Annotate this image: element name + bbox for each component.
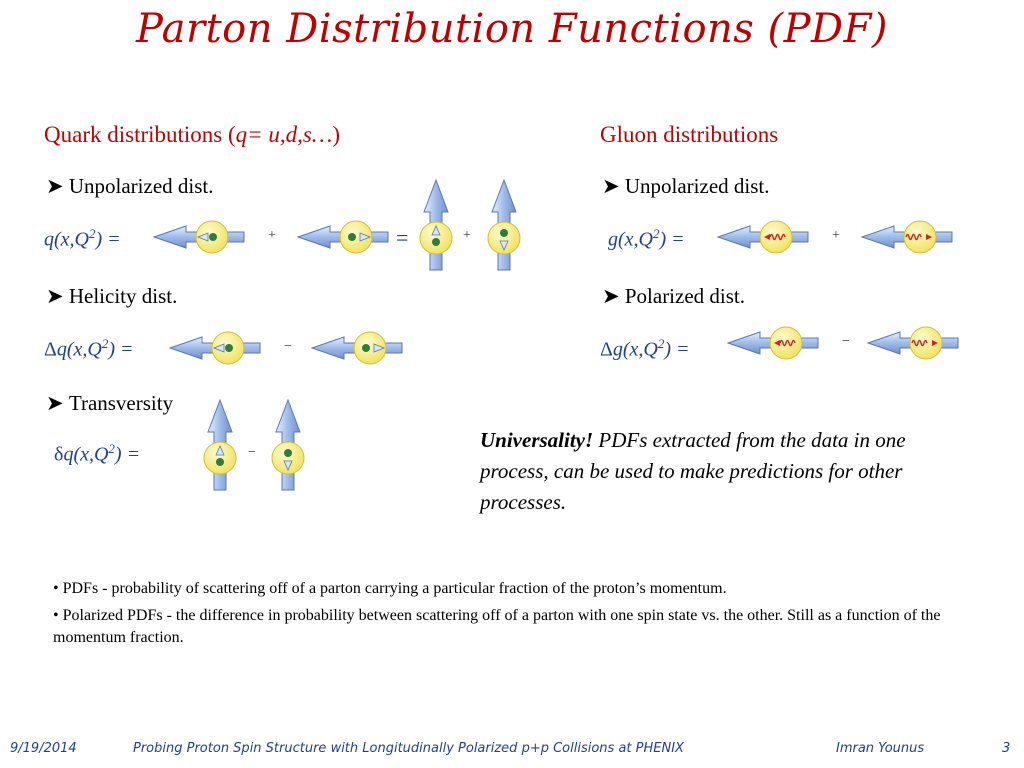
footer-page-number: 3: [1002, 741, 1011, 756]
proton-v-transversity-1: [202, 400, 238, 492]
eq-delta-small-q: $\delta q(x,Q^2)$ =: [54, 441, 141, 466]
note-2: • Polarized PDFs - the difference in probability between scattering off of a parton with one spin state vs. the other. Still as a function of the momentum fraction.: [53, 607, 941, 646]
proton-h-right-1: [298, 218, 394, 256]
gluon-header: Gluon distributions: [600, 122, 779, 147]
proton-h-left-1: [154, 218, 250, 256]
proton-h-helicity-1: [170, 329, 266, 367]
op-minus-2: −: [248, 445, 256, 460]
footer-talk-title: Probing Proton Spin Structure with Longitudinally Polarized p+p Collisions at PHENIX: [133, 741, 684, 756]
note-1: • PDFs - probability of scattering off of a parton carrying a particular fraction of the proton’s momentum.: [53, 580, 727, 597]
op-equals: =: [396, 225, 409, 250]
proton-v-transversity-2: [270, 400, 306, 492]
slide-title: Parton Distribution Functions (PDF): [136, 6, 888, 52]
notes: [53, 578, 973, 649]
bullet-unpolarized-quark: ➤ Unpolarized dist.: [46, 174, 214, 198]
op-plus-gluon: +: [832, 228, 840, 243]
bullet-transversity: ➤ Transversity: [46, 391, 174, 415]
eq-q-unpolarized: $q(x,Q^2)$ =: [44, 226, 121, 251]
op-minus-gluon: −: [842, 334, 850, 349]
proton-h-helicity-2: [312, 329, 408, 367]
gluon-proton-1: [718, 218, 814, 256]
gluon-proton-3: [728, 324, 824, 362]
footer-author: Imran Younus: [836, 741, 925, 756]
eq-delta-q: $\Delta q(x,Q^2)$ =: [44, 336, 134, 361]
universality-note: Universality! PDFs extracted from the data in one process, can be used to make predictions for other processes.: [480, 428, 906, 514]
proton-v-up-1: [418, 180, 454, 272]
eq-g-unpolarized: $g(x,Q^2)$ =: [608, 226, 685, 251]
bullet-polarized-gluon: ➤ Polarized dist.: [602, 284, 746, 308]
proton-v-down-1: [486, 180, 522, 272]
bullet-helicity: ➤ Helicity dist.: [46, 284, 178, 308]
op-minus-1: −: [284, 339, 292, 354]
eq-delta-g: $\Delta g(x,Q^2)$ =: [600, 336, 690, 361]
quark-header: Quark distributions (q= u,d,s…): [44, 122, 340, 147]
footer-date: 9/19/2014: [10, 741, 77, 756]
gluon-proton-2: [862, 218, 958, 256]
op-plus-2: +: [463, 228, 471, 243]
gluon-proton-4: [868, 324, 964, 362]
op-plus-1: +: [268, 228, 276, 243]
bullet-unpolarized-gluon: ➤ Unpolarized dist.: [602, 174, 770, 198]
